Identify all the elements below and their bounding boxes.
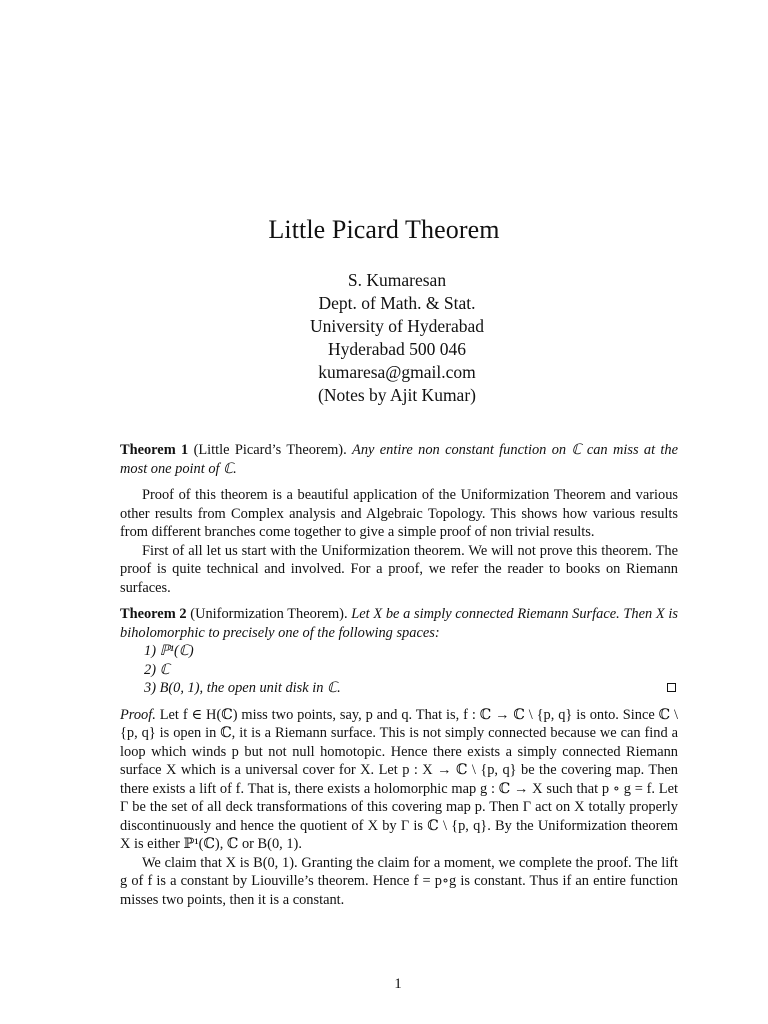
page-number: 1 [394,976,402,992]
proof-paragraph [120,706,678,854]
author-university: University of Hyderabad [310,316,484,336]
theorem-2-item-2: 2) ℂ [144,661,170,678]
theorem-2-label: Theorem 2 [120,606,187,622]
author-department: Dept. of Math. & Stat. [318,293,476,313]
proof-label: Proof. [120,706,156,723]
paragraph-uniformization-intro: First of all let us start with the Uniformization theorem. We will not prove this theorem. The proof is quite technical and involved. For a proof, we refer the reader to books on Riemann surfaces. [120,542,678,596]
qed-square-icon [667,683,676,692]
theorem-2 [120,605,678,642]
theorem-2-item-3-text: 3) B(0, 1), the open unit disk in ℂ. [144,680,341,696]
proof-text: Let f ∈ H(ℂ) miss two points, say, p and q. That is, f : ℂ → ℂ \ {p, q} is onto. Since ℂ \ {p, q} is open in ℂ, it is a Riemann surface. This is not simply connected because we can find a loop which winds p but not null homotopic. Hence there exists a simply connected Riemann surface X which is a universal cover for X. Let p : X → ℂ \ {p, q} be the covering map. Then there exists a lift of f. That is, there exists a holomorphic map g : ℂ → X such that p ∘ g = f. Let Γ be the set of all deck transformations of this covering map p. Then Γ act on X totally properly discontinuously and hence the quotient of X by Γ is ℂ \ {p, q}. By the Uniformization theorem X is either ℙ¹(ℂ), ℂ or B(0, 1). [120,706,678,852]
paragraph-intro: Proof of this theorem is a beautiful application of the Uniformization Theorem and various other results from Complex analysis and Algebraic Topology. This shows how various results from different branches come together to give a simple proof of non trivial results. [120,487,678,540]
theorem-2-name: (Uniformization Theorem). [190,606,348,622]
theorem-2-item-3 [120,679,678,698]
author-block [0,269,768,407]
author-address: Hyderabad 500 046 [327,339,467,359]
paper-body [120,441,678,909]
paper-title: Little Picard Theorem [268,215,500,244]
theorem-2-item-1: 1) ℙ¹(ℂ) [144,643,194,659]
author-note: (Notes by Ajit Kumar) [318,385,476,405]
theorem-1-name: (Little Picard’s Theorem). [193,442,347,458]
proof-claim: We claim that X is B(0, 1). Granting the claim for a moment, we complete the proof. The lift g of f is a constant by Liouville’s theorem. Hence f = p∘g is constant. Thus if an entire function misses two points, then it is a constant. [120,854,678,908]
theorem-1-statement: Any entire non constant function on ℂ can miss at the most one point of ℂ. [120,442,679,477]
theorem-1-label: Theorem 1 [120,442,189,458]
author-email: kumaresa@gmail.com [318,362,476,382]
theorem-2-statement: Let X be a simply connected Riemann Surface. Then X is biholomorphic to precisely one of the following spaces: [120,606,678,641]
theorem-1 [120,441,678,478]
author-name: S. Kumaresan [347,270,447,290]
